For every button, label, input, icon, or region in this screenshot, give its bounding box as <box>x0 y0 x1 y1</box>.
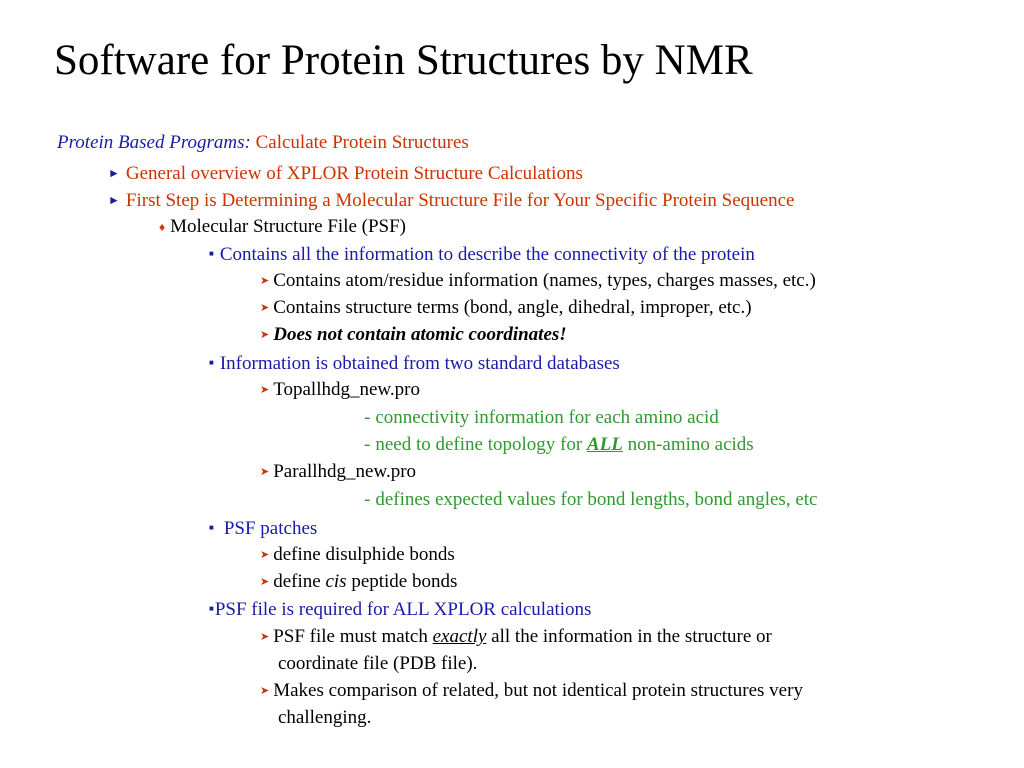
item-text: Parallhdg_new.pro <box>273 461 417 482</box>
item-text: all the information in the structure or <box>491 626 772 647</box>
list-item <box>209 516 317 541</box>
list-item <box>260 269 816 293</box>
item-text: PSF file must match <box>273 626 428 647</box>
list-item <box>209 242 755 267</box>
dash: - <box>364 489 371 510</box>
item-text: Contains structure terms (bond, angle, dihedral, improper, etc.) <box>273 297 752 318</box>
section-heading <box>57 131 469 155</box>
sub-item <box>364 488 817 512</box>
list-item <box>108 161 583 186</box>
item-text: connectivity information for each amino acid <box>375 407 719 428</box>
heading-rest: Calculate Protein Structures <box>255 132 469 153</box>
arrowhead-icon: ➤ <box>260 329 270 341</box>
item-text: Contains atom/residue information (names, types, charges masses, etc.) <box>273 270 816 291</box>
arrowhead-icon: ➤ <box>260 631 270 643</box>
list-item <box>260 679 803 703</box>
item-text: PSF file is required for ALL XPLOR calculations <box>214 599 592 620</box>
list-item <box>159 215 406 239</box>
item-text: Makes comparison of related, but not identical protein structures very <box>273 680 803 701</box>
list-item <box>209 597 591 622</box>
right-triangle-icon: ► <box>108 193 120 207</box>
arrowhead-icon: ➤ <box>260 466 270 478</box>
square-bullet-icon: ■ <box>209 249 214 258</box>
list-item <box>260 570 457 594</box>
emphasis-text: ALL <box>586 434 623 455</box>
diamond-icon: ♦ <box>159 220 166 234</box>
heading-italic: Protein Based Programs: <box>57 132 251 153</box>
list-item <box>209 351 620 376</box>
square-bullet-icon: ■ <box>209 604 214 613</box>
item-text: Contains all the information to describe the connectivity of the protein <box>219 244 755 265</box>
arrowhead-icon: ➤ <box>260 302 270 314</box>
list-item <box>260 378 420 402</box>
arrowhead-icon: ➤ <box>260 384 270 396</box>
arrowhead-icon: ➤ <box>260 685 270 697</box>
sub-item <box>364 406 719 430</box>
item-text: defines expected values for bond lengths, bond angles, etc <box>375 489 818 510</box>
continuation-line: coordinate file (PDB file). <box>278 653 478 674</box>
continuation-line: challenging. <box>278 707 372 728</box>
dash: - <box>364 434 371 455</box>
slide-title: Software for Protein Structures by NMR <box>54 37 753 84</box>
list-item <box>260 296 752 320</box>
list-item <box>260 323 567 347</box>
item-text: need to define topology for <box>375 434 583 455</box>
item-text: Information is obtained from two standard databases <box>219 353 620 374</box>
emphasis-text: exactly <box>432 626 487 647</box>
item-text: define <box>273 571 321 592</box>
right-triangle-icon: ► <box>108 166 120 180</box>
arrowhead-icon: ➤ <box>260 275 270 287</box>
item-text: non-amino acids <box>627 434 754 455</box>
dash: - <box>364 407 371 428</box>
item-text: Topallhdg_new.pro <box>273 379 420 400</box>
item-text: peptide bonds <box>351 571 458 592</box>
list-item <box>108 188 794 213</box>
sub-item <box>364 433 754 457</box>
item-text: First Step is Determining a Molecular Structure File for Your Specific Protein Sequence <box>125 190 795 211</box>
item-text: PSF patches <box>223 518 318 539</box>
square-bullet-icon: ■ <box>209 358 214 367</box>
emphasis-text: cis <box>325 571 347 592</box>
arrowhead-icon: ➤ <box>260 549 270 561</box>
list-item <box>260 543 455 567</box>
item-text: Molecular Structure File (PSF) <box>170 216 407 237</box>
list-item <box>260 460 416 484</box>
list-item <box>260 625 772 649</box>
square-bullet-icon: ■ <box>209 523 214 532</box>
item-text: define disulphide bonds <box>273 544 455 565</box>
arrowhead-icon: ➤ <box>260 576 270 588</box>
item-text: Does not contain atomic coordinates! <box>273 324 567 345</box>
item-text: General overview of XPLOR Protein Structure Calculations <box>125 163 583 184</box>
